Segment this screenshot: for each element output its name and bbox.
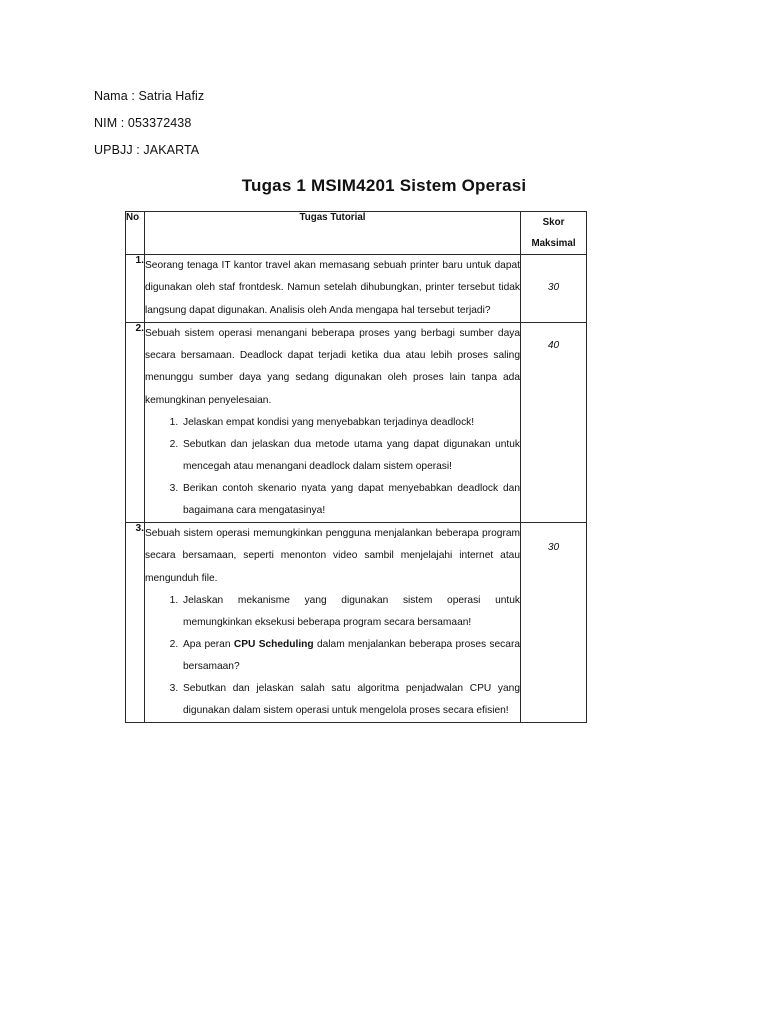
row-number: 3. [126, 523, 145, 723]
score-cell [521, 523, 587, 723]
score-value: 30 [547, 542, 560, 554]
task-intro: Sebuah sistem operasi memungkinkan pengguna menjalankan beberapa program secara bersamaan, seperti menonton video sambil menjelajahi internet atau mengunduh file. [145, 528, 520, 584]
student-name: Nama : Satria Hafiz [94, 89, 205, 103]
sub-question: 1. Jelaskan empat kondisi yang menyebabkan terjadinya deadlock! [181, 412, 520, 434]
sub-question: 1. Jelaskan mekanisme yang digunakan sistem operasi untuk memungkinkan eksekusi beberapa program secara bersamaan! [181, 590, 520, 634]
sub-question-list [145, 412, 520, 522]
sub-question: 2. Sebutkan dan jelaskan dua metode utama yang dapat digunakan untuk mencegah atau menangani deadlock dalam sistem operasi! [181, 434, 520, 478]
table-row [126, 322, 587, 522]
score-cell [521, 322, 587, 522]
task-intro: Sebuah sistem operasi menangani beberapa proses yang berbagi sumber daya secara bersamaan. Deadlock dapat terjadi ketika dua atau lebih proses saling menunggu sumber daya yang sedang digunakan oleh proses lain tanpa ada kemungkinan penyelesaian. [145, 327, 520, 406]
document-title: Tugas 1 MSIM4201 Sistem Operasi [241, 176, 527, 195]
header-no: No [126, 212, 145, 255]
cpu-scheduling-term: CPU Scheduling [233, 638, 314, 650]
score-value: 40 [547, 339, 560, 351]
table-header-row [126, 212, 587, 255]
header-score-line2: Maksimal [531, 238, 576, 249]
sub-question [181, 634, 520, 678]
score-cell [521, 255, 587, 323]
task-description [145, 523, 521, 723]
sub-question: 3. Berikan contoh skenario nyata yang dapat menyebabkan deadlock dan bagaimana cara mengatasinya! [181, 478, 520, 522]
sub-question-list [145, 590, 520, 722]
sub-question-text: Apa peran [183, 638, 234, 650]
row-number: 2. [126, 322, 145, 522]
header-task: Tugas Tutorial [145, 212, 521, 255]
sub-question-text: dalam menjalankan beberapa proses secara bersamaan? [183, 638, 521, 672]
sub-question: 3. Sebutkan dan jelaskan salah satu algoritma penjadwalan CPU yang digunakan dalam sistem operasi untuk mengelola proses secara efisien! [181, 678, 520, 722]
student-upbjj: UPBJJ : JAKARTA [94, 143, 200, 157]
header-score-line1: Skor [542, 217, 565, 228]
score-value: 30 [547, 282, 560, 293]
row-number: 1. [126, 255, 145, 323]
task-table [125, 211, 587, 723]
table-row [126, 255, 587, 323]
task-description [145, 322, 521, 522]
task-description [145, 255, 521, 323]
student-nim: NIM : 053372438 [94, 116, 192, 130]
task-intro: Seorang tenaga IT kantor travel akan memasang sebuah printer baru untuk dapat digunakan oleh staf frontdesk. Namun setelah dihubungkan, printer tersebut tidak langsung dapat digunakan. Analisis oleh Anda mengapa hal tersebut terjadi? [145, 260, 520, 316]
table-row [126, 523, 587, 723]
header-score [521, 212, 587, 255]
